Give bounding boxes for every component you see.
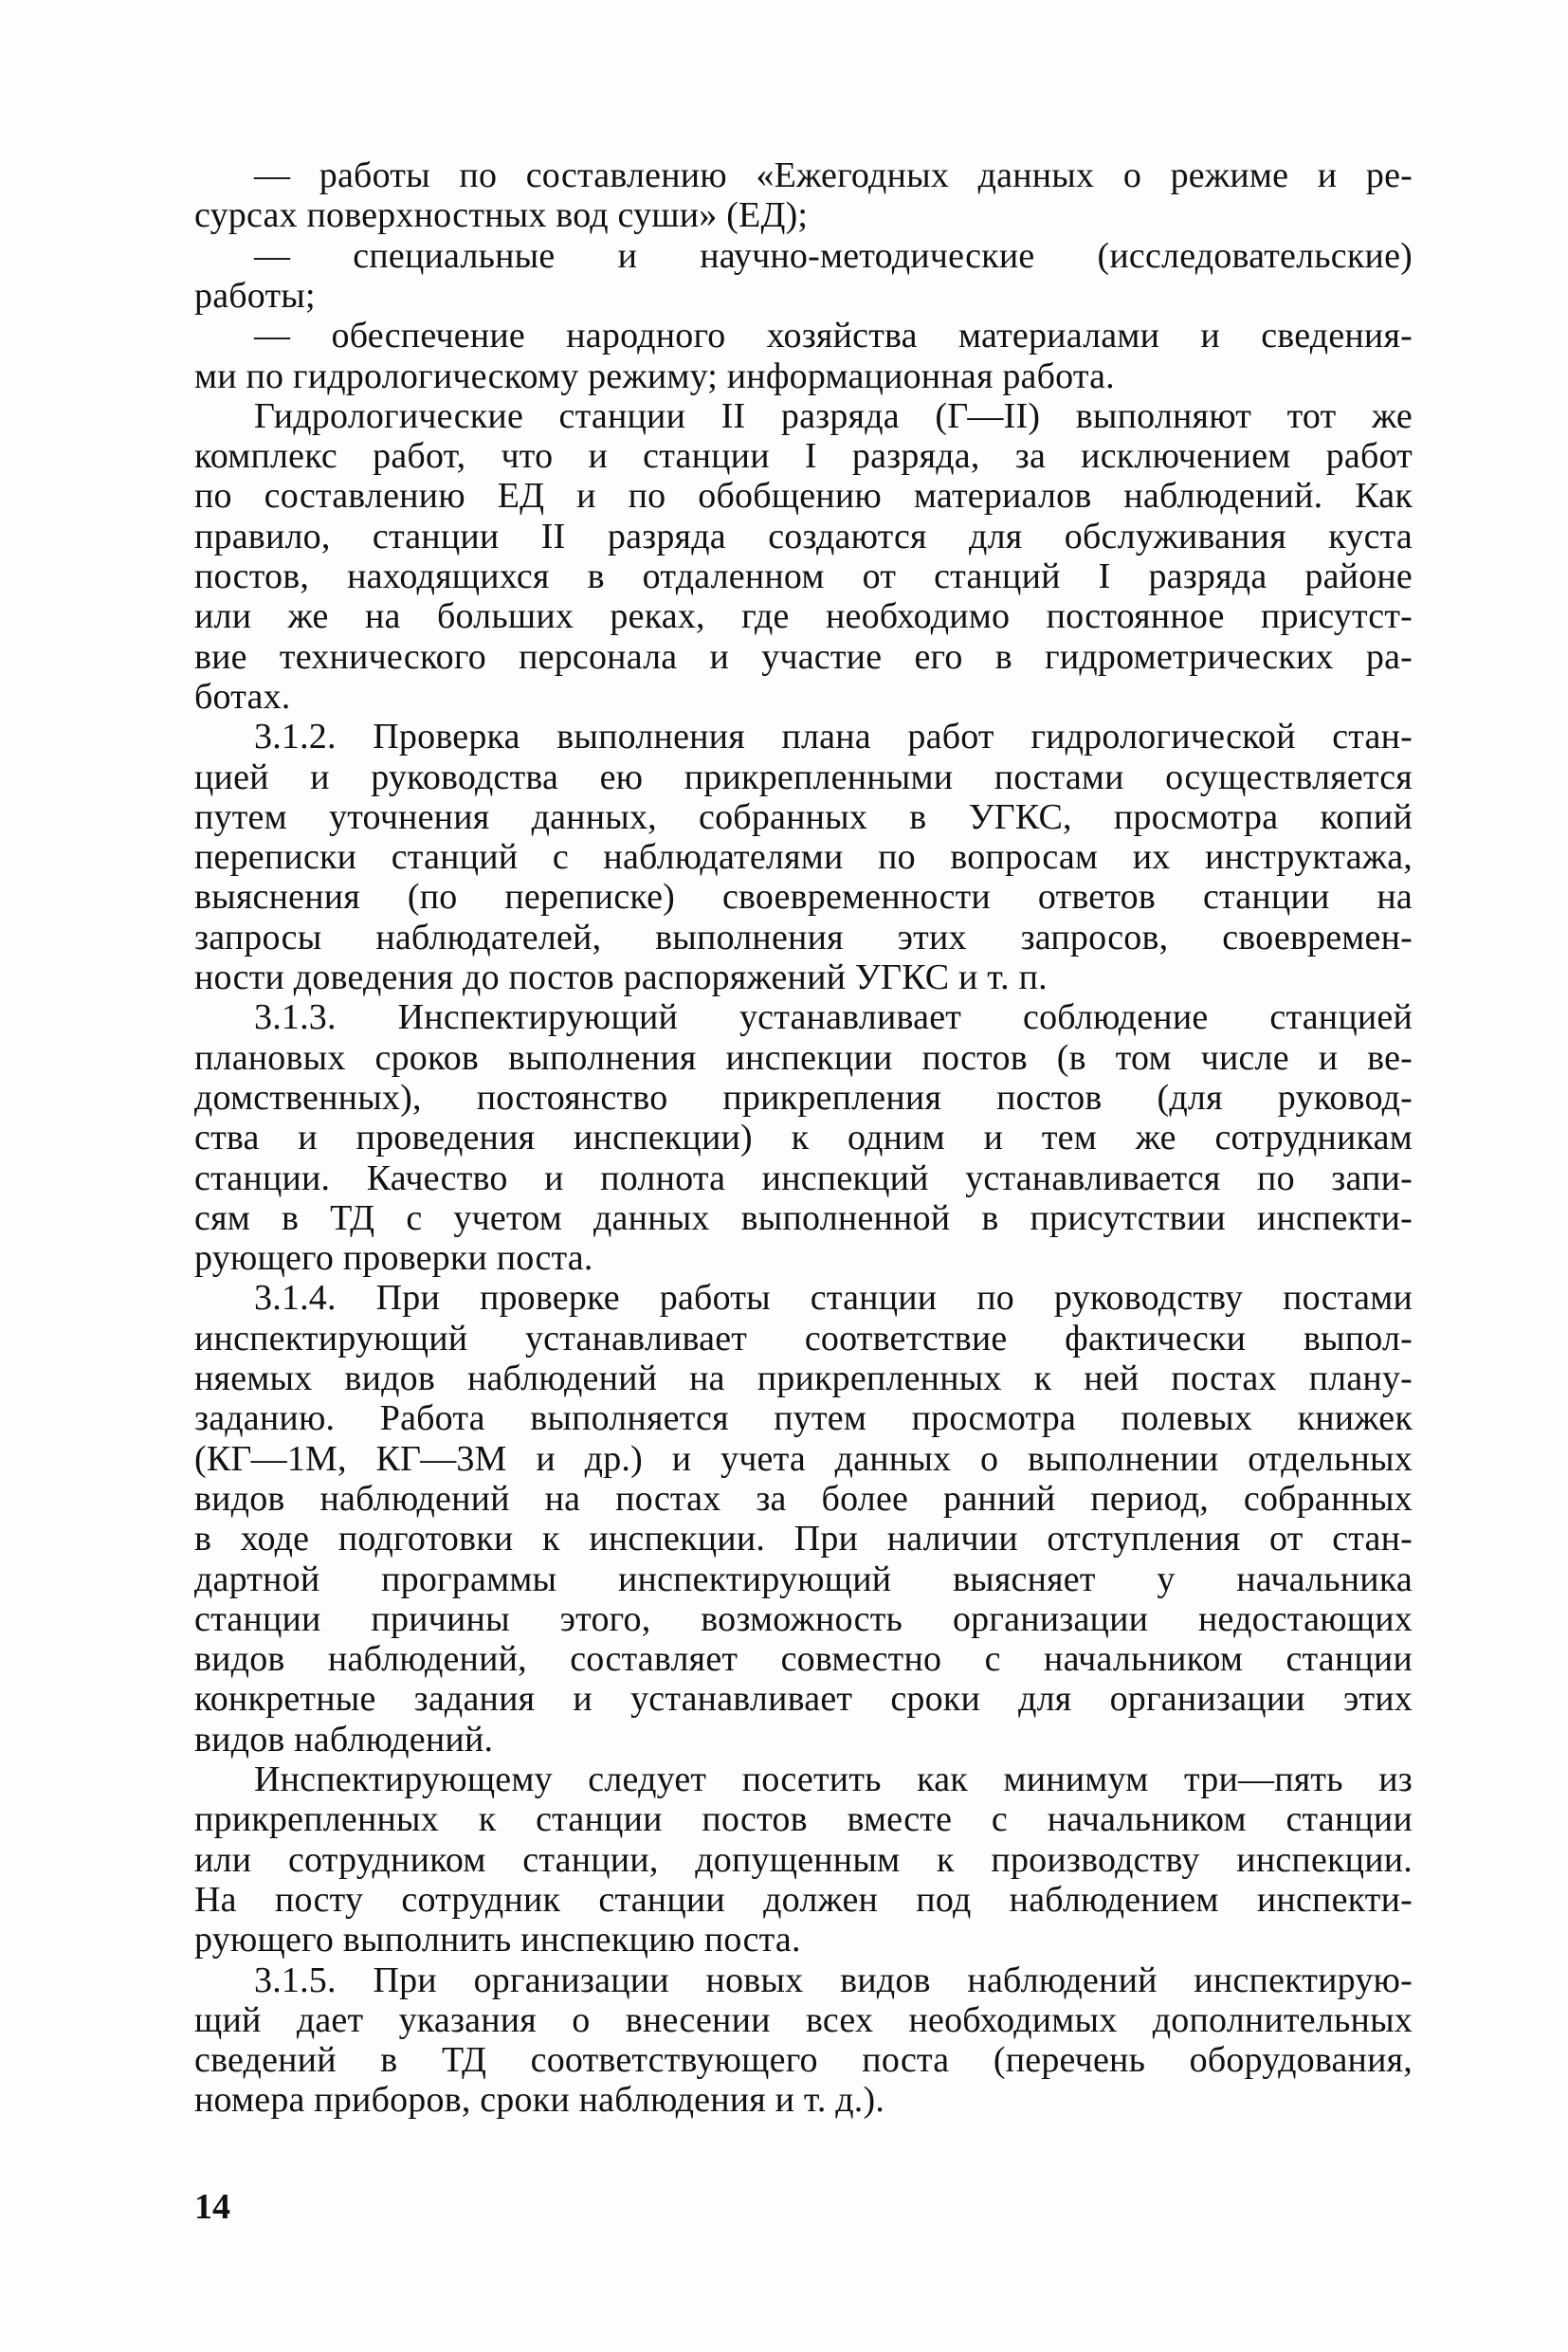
text-line: инспектирующий устанавливает соответствие фактически выпол-	[194, 1318, 1413, 1358]
text-line: прикрепленных к станции постов вместе с начальником станции	[194, 1799, 1413, 1840]
text-line: (КГ—1М, КГ—3М и др.) и учета данных о выполнении отдельных	[194, 1438, 1413, 1479]
text-line: Гидрологические станции II разряда (Г—II) выполняют тот же	[254, 395, 1413, 436]
text-line: рующего проверки поста.	[194, 1238, 593, 1279]
text-line: конкретные задания и устанавливает сроки для организации этих	[194, 1679, 1413, 1720]
text-line: или сотрудником станции, допущенным к производству инспекции.	[194, 1839, 1413, 1880]
text-line: На посту сотрудник станции должен под наблюдением инспекти-	[194, 1879, 1413, 1920]
text-line: комплекс работ, что и станции I разряда, за исключением работ	[194, 436, 1413, 477]
text-line: выяснения (по переписке) своевременности ответов станции на	[194, 877, 1413, 918]
text-line: вие технического персонала и участие его в гидрометрических ра-	[194, 636, 1413, 677]
text-line: или же на больших реках, где необходимо постоянное присутст-	[194, 596, 1413, 637]
text-line: 3.1.5. При организации новых видов наблюдений инспектирую-	[254, 1960, 1413, 2000]
text-line: видов наблюдений, составляет совместно с начальником станции	[194, 1639, 1413, 1680]
page-number: 14	[194, 2187, 230, 2227]
text-line: сведений в ТД соответствующего поста (перечень оборудования,	[194, 2040, 1413, 2081]
text-line: номера приборов, сроки наблюдения и т. д.).	[194, 2080, 885, 2121]
text-line: щий дает указания о внесении всех необходимых дополнительных	[194, 1999, 1413, 2040]
text-line: ства и проведения инспекции) к одним и тем же сотрудникам	[194, 1118, 1413, 1158]
text-line: цией и руководства ею прикрепленными постами осуществляется	[194, 757, 1413, 797]
text-line: плановых сроков выполнения инспекции постов (в том числе и ве-	[194, 1037, 1413, 1078]
text-line: запросы наблюдателей, выполнения этих запросов, своевремен-	[194, 917, 1413, 957]
text-line: работы;	[194, 275, 316, 316]
text-line: 3.1.2. Проверка выполнения плана работ гидрологической стан-	[254, 717, 1413, 757]
text-line: ности доведения до постов распоряжений УГКС и т. п.	[194, 957, 1048, 997]
text-line: заданию. Работа выполняется путем просмотра полевых книжек	[194, 1398, 1413, 1439]
text-line: станции. Качество и полнота инспекций устанавливается по запи-	[194, 1158, 1413, 1198]
text-line: путем уточнения данных, собранных в УГКС, просмотра копий	[194, 796, 1413, 837]
text-line: 3.1.4. При проверке работы станции по руководству постами	[254, 1278, 1413, 1319]
text-line: видов наблюдений.	[194, 1719, 494, 1759]
text-line: дартной программы инспектирующий выясняет у начальника	[194, 1559, 1413, 1599]
text-line: Инспектирующему следует посетить как минимум три—пять из	[254, 1759, 1413, 1799]
text-line: постов, находящихся в отдаленном от станций I разряда районе	[194, 556, 1413, 596]
text-line: в ходе подготовки к инспекции. При наличии отступления от стан-	[194, 1519, 1413, 1559]
text-line: — специальные и научно-методические (исследовательские)	[254, 235, 1413, 276]
text-line: няемых видов наблюдений на прикрепленных к ней постах плану-	[194, 1358, 1413, 1398]
text-line: — работы по составлению «Ежегодных данных о режиме и ре-	[254, 155, 1413, 195]
text-line: станции причины этого, возможность организации недостающих	[194, 1598, 1413, 1639]
text-line: ботах.	[194, 676, 291, 717]
text-line: по составлению ЕД и по обобщению материалов наблюдений. Как	[194, 476, 1413, 517]
text-line: рующего выполнить инспекцию поста.	[194, 1920, 801, 1960]
text-line: видов наблюдений на постах за более ранний период, собранных	[194, 1478, 1413, 1519]
text-line: — обеспечение народного хозяйства материалами и сведения-	[254, 316, 1413, 356]
text-line: домственных), постоянство прикрепления постов (для руковод-	[194, 1077, 1413, 1118]
text-line: 3.1.3. Инспектирующий устанавливает соблюдение станцией	[254, 997, 1413, 1038]
text-line: сурсах поверхностных вод суши» (ЕД);	[194, 195, 809, 236]
text-line: правило, станции II разряда создаются для обслуживания куста	[194, 516, 1413, 556]
text-line: ми по гидрологическому режиму; информационная работа.	[194, 356, 1115, 396]
text-line: сям в ТД с учетом данных выполненной в присутствии инспекти-	[194, 1197, 1413, 1238]
text-line: переписки станций с наблюдателями по вопросам их инструктажа,	[194, 837, 1413, 878]
